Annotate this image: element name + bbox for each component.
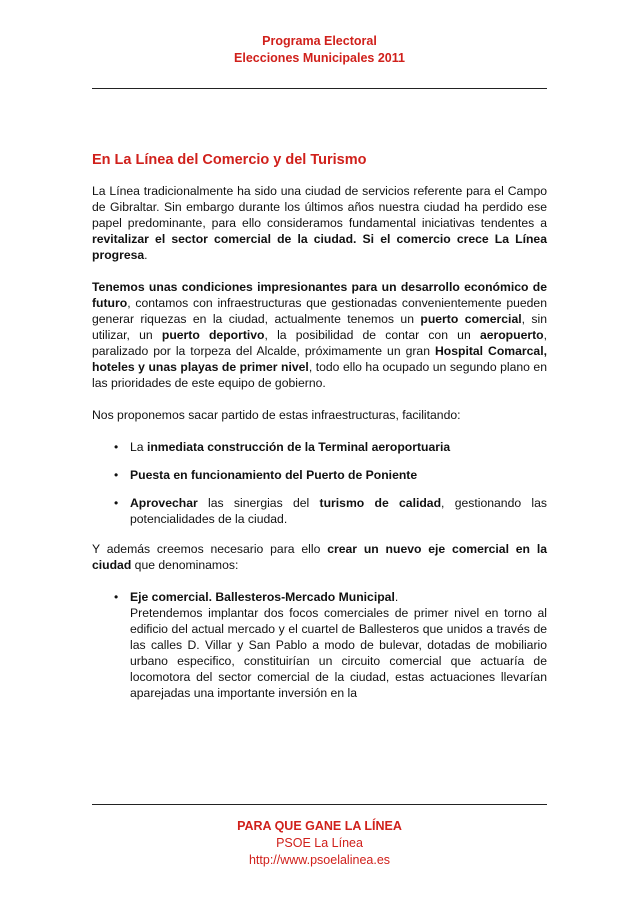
document-body: [92, 151, 547, 701]
footer-org: PSOE La Línea: [276, 836, 363, 850]
list-item: • Eje comercial. Ballesteros-Mercado Municipal. Pretendemos implantar dos focos comerciales de primer nivel en torno al edificio del actual mercado y el cuartel de Ballesteros que unidos a través de las calles D. Villar y San Pablo a modo de bulevar, dotadas de mobiliario urbano especifico, constituirían un circuito comercial que actuaría de locomotora del sector comercial de la ciudad, estas actuaciones llevarían aparejadas una importante inversión en la: [114, 590, 547, 700]
commercial-axis-description: Pretendemos implantar dos focos comerciales de primer nivel en torno al edificio del actual mercado y el cuartel de Ballesteros que unidos a través de las calles D. Villar y San Pablo a modo de bulevar, dotadas de mobiliario urbano especifico, constituirían un circuito comercial que actuaría de locomotora del sector comercial de la ciudad, estas actuaciones llevarían aparejadas una importante inversión en la: [130, 606, 547, 700]
list-item: • Aprovechar las sinergias del turismo de calidad, gestionando las potencialidades de la ciudad.: [114, 496, 547, 526]
header-divider: [92, 88, 547, 89]
footer-url[interactable]: http://www.psoelalinea.es: [248, 853, 391, 867]
bullet-icon: •: [114, 590, 119, 604]
page-footer: [92, 818, 547, 869]
section-title: En La Línea del Comercio y del Turismo: [92, 152, 367, 168]
page-header: [92, 33, 547, 67]
footer-divider: [92, 804, 547, 805]
commercial-axis-list: [92, 589, 547, 701]
header-subtitle: Elecciones Municipales 2011: [234, 51, 405, 65]
paragraph-conditions: Tenemos unas condiciones impresionantes para un desarrollo económico de futuro, contamos con infraestructuras que gestionadas convenientemente pueden generar riquezas en la ciudad, actualmente tenemos un puerto comercial, sin utilizar, un puerto deportivo, la posibilidad de contar con un aeropuerto, paralizado por la torpeza del Alcalde, próximamente un gran Hospital Comarcal, hoteles y unas playas de primer nivel, todo ello ha ocupado un segundo plano en las prioridades de este equipo de gobierno.: [92, 280, 547, 390]
bullet-icon: •: [114, 496, 119, 510]
paragraph-commercial-axis: Y además creemos necesario para ello crear un nuevo eje comercial en la ciudad que denominamos:: [92, 542, 547, 572]
list-item: • Puesta en funcionamiento del Puerto de Poniente: [114, 468, 418, 482]
footer-slogan: PARA QUE GANE LA LÍNEA: [237, 819, 402, 833]
bullet-icon: •: [114, 468, 119, 482]
bullet-icon: •: [114, 440, 119, 454]
paragraph-proposal: Nos proponemos sacar partido de estas infraestructuras, facilitando:: [92, 408, 461, 422]
paragraph-intro: La Línea tradicionalmente ha sido una ciudad de servicios referente para el Campo de Gibraltar. Sin embargo durante los últimos años nuestra ciudad ha perdido ese papel predominante, para ello consideramos fundamental iniciativas tendentes a revitalizar el sector comercial de la ciudad. Si el comercio crece La Línea progresa.: [92, 184, 547, 262]
list-item: • La inmediata construcción de la Terminal aeroportuaria: [114, 440, 451, 454]
header-title: Programa Electoral: [262, 34, 377, 48]
infrastructure-list: [92, 439, 547, 527]
